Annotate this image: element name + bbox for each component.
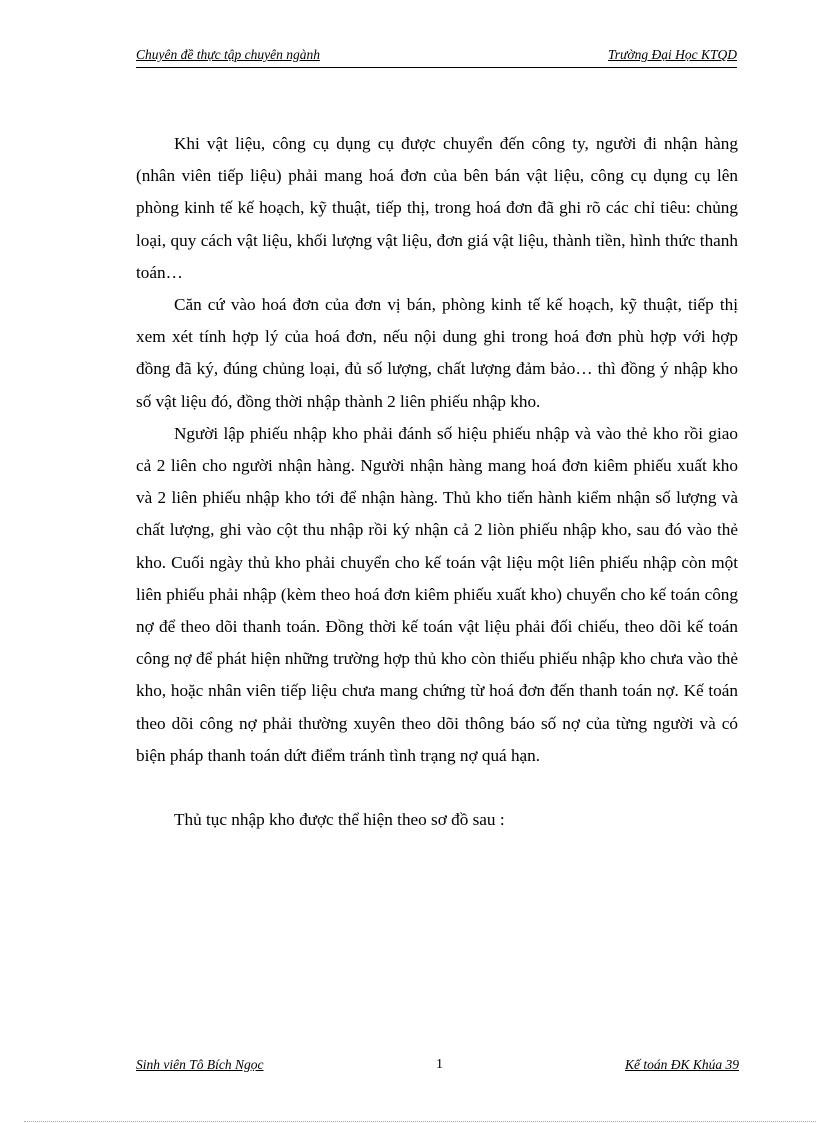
footer-course: Kế toán ĐK Khúa 39 <box>624 1057 739 1072</box>
page-bottom-edge <box>24 1121 816 1122</box>
paragraph-1: Khi vật liệu, công cụ dụng cụ được chuyển đến công ty, người đi nhận hàng (nhân viên tiếp liệu) phải mang hoá đơn của bên bán vật liệu, công cụ dụng cụ lên phòng kinh tế kế hoạch, kỹ thuật, tiếp thị, trong hoá đơn đã ghi rõ các chỉ tiêu: chủng loại, quy cách vật liệu, khối lượng vật liệu, đơn giá vật liệu, thành tiền, hình thức thanh toán… <box>136 134 738 282</box>
page-header <box>136 47 737 68</box>
body-text <box>136 128 738 836</box>
paragraph-4: Thủ tục nhập kho được thể hiện theo sơ đồ sau : <box>174 810 505 830</box>
footer-page-number: 1 <box>436 1057 443 1072</box>
paragraph-2: Căn cứ vào hoá đơn của đơn vị bán, phòng kinh tế kế hoạch, kỹ thuật, tiếp thị xem xét tính hợp lý của hoá đơn, nếu nội dung ghi trong hoá đơn phù hợp với hợp đồng đã ký, đúng chủng loại, đủ số lượng, chất lượng đảm bảo… thì đồng ý nhập kho số vật liệu đó, đồng thời nhập thành 2 liên phiếu nhập kho. <box>136 295 738 411</box>
header-left-title: Chuyên đề thực tập chuyên ngành <box>136 47 320 62</box>
paragraph-3: Người lập phiếu nhập kho phải đánh số hiệu phiếu nhập và vào thẻ kho rồi giao cả 2 liên cho người nhận hàng. Người nhận hàng mang hoá đơn kiêm phiếu xuất kho và 2 liên phiếu nhập kho tới để nhận hàng. Thủ kho tiến hành kiểm nhận số lượng và chất lượng, ghi vào cột thu nhập rồi ký nhận cả 2 liòn phiếu nhập kho, sau đó vào thẻ kho. Cuối ngày thủ kho phải chuyển cho kế toán vật liệu một liên phiếu nhập còn một liên phiếu phải nhập (kèm theo hoá đơn kiêm phiếu xuất kho) chuyển cho kế toán công nợ để theo dõi thanh toán. Đồng thời kế toán vật liệu phải đối chiếu, theo dõi kế toán công nợ để phát hiện những trường hợp thủ kho còn thiếu phiếu nhập kho chưa vào thẻ kho, hoặc nhân viên tiếp liệu chưa mang chứng từ hoá đơn đến thanh toán nợ. Kế toán theo dõi công nợ phải thường xuyên theo dõi thông báo số nợ của từng người và có biện pháp thanh toán dứt điểm tránh tình trạng nợ quá hạn. <box>136 423 738 765</box>
page-footer <box>136 1057 739 1077</box>
header-right-title: Trường Đại Học KTQD <box>608 47 737 62</box>
footer-author: Sinh viên Tô Bích Ngọc <box>136 1057 264 1072</box>
